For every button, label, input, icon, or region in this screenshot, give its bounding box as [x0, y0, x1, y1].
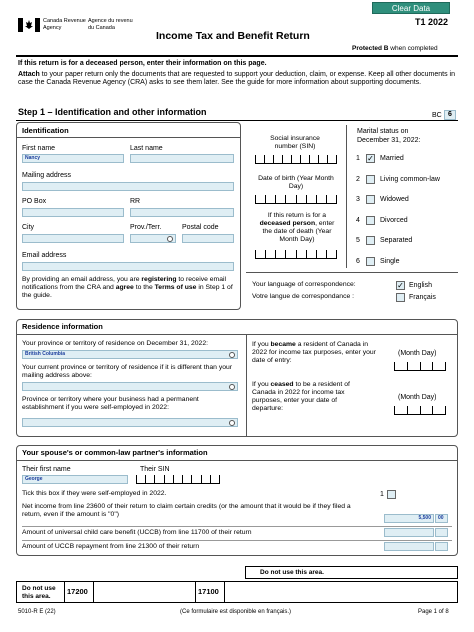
marital-option-number: 2 [356, 175, 360, 183]
dob-input[interactable] [255, 195, 337, 204]
french-availability-note: (Ce formulaire est disponible en français.) [180, 609, 292, 615]
spouse-heading: Your spouse's or common-law partner's information [22, 448, 208, 457]
marital-heading: Marital status on December 31, 2022: [357, 128, 421, 144]
residence-heading-rule [17, 334, 457, 335]
spouse-sin-input[interactable] [136, 475, 220, 484]
english-checkbox[interactable]: ✓ [397, 281, 404, 290]
business-province-label: Province or territory where your business had a permanent establishment if you were self-employed in 2022: [22, 396, 199, 411]
postal-code-input[interactable] [182, 234, 234, 243]
spouse-self-employed-label: Tick this box if they were self-employed in 2022. [22, 490, 167, 497]
marital-option-number: 5 [356, 237, 360, 244]
spouse-uccb-label: Amount of universal child care benefit (UCCB) from line 11700 of their return [22, 529, 252, 536]
sin-input[interactable] [255, 155, 337, 164]
canada-flag-icon [18, 18, 40, 32]
current-province-select[interactable] [22, 382, 238, 391]
marital-divider [346, 125, 347, 268]
code-17100: 17100 [198, 587, 219, 596]
dropdown-icon[interactable] [229, 352, 235, 358]
agency-name-fr: Agence du revenu du Canada [88, 18, 133, 31]
marital-option-label: Divorced [380, 216, 408, 224]
spouse-net-income-input[interactable]: 5,500 [384, 514, 434, 523]
protected-label: Protected B when completed [352, 45, 438, 52]
header-divider [16, 55, 458, 57]
po-box-input[interactable] [22, 208, 124, 217]
province-select[interactable] [130, 234, 176, 243]
first-name-input[interactable]: Nancy [22, 154, 124, 163]
spouse-uccb-cents[interactable] [435, 528, 448, 537]
do-not-use-label-1: Do not use [22, 585, 56, 592]
sin-label: Social insurance number (SIN) [270, 135, 320, 150]
first-name-label: First name [22, 145, 56, 152]
agency-name-en: Canada Revenue Agency [43, 18, 86, 31]
po-box-label: PO Box [22, 198, 47, 205]
marital-option-label: Living common-law [380, 175, 440, 183]
marital-option-number: 4 [356, 216, 360, 224]
page-number: Page 1 of 8 [418, 609, 449, 615]
marital-option-checkbox[interactable] [366, 257, 375, 266]
spouse-self-employed-checkbox[interactable] [387, 490, 396, 499]
city-input[interactable] [22, 234, 124, 243]
spouse-uccb-repay-label: Amount of UCCB repayment from line 21300 of their return [22, 543, 200, 550]
departure-month-day-label: (Month Day) [398, 394, 437, 401]
dob-label: Date of birth (Year Month Day) [258, 175, 334, 190]
spouse-uccb-rule [22, 526, 452, 527]
code-17200: 17200 [67, 587, 88, 596]
deceased-note: If this return is for a deceased person, enter their information on this page. [18, 60, 267, 67]
step1-title: Step 1 – Identification and other information [18, 107, 207, 117]
marital-option-label: Single [380, 257, 400, 265]
departure-date-label: If you ceased to be a resident of Canada in 2022 for income tax purposes, enter your date of departure: [252, 381, 350, 412]
bc-label: BC [432, 112, 442, 119]
spouse-first-name-label: Their first name [22, 466, 71, 473]
do-not-use-label-2: this area. [22, 593, 51, 600]
do-not-use-area-label: Do not use this area. [260, 569, 324, 576]
email-label: Email address [22, 252, 67, 259]
residence-divider [246, 335, 247, 436]
marital-option-checkbox[interactable] [366, 236, 375, 245]
departure-date-input[interactable] [394, 406, 446, 415]
language-prompt-fr: Votre langue de correspondance : [252, 293, 355, 300]
marital-option-checkbox[interactable] [366, 175, 375, 184]
dropdown-icon[interactable] [229, 420, 235, 426]
entry-date-input[interactable] [394, 362, 446, 371]
language-prompt-en: Your language of correspondence: [252, 281, 356, 288]
mailing-address-input[interactable] [22, 182, 234, 191]
spouse-net-income-label: Net income from line 23600 of their return to claim certain credits (or the amount that it would be if they filed a return, even if the amount is "0") [22, 503, 351, 518]
bc-code-field[interactable]: 6 [444, 110, 456, 120]
marital-option-checkbox[interactable]: ✓ [367, 154, 374, 163]
last-name-input[interactable] [130, 154, 234, 163]
spouse-first-name-input[interactable]: George [22, 475, 128, 484]
city-label: City [22, 224, 35, 231]
entry-date-label: If you became a resident of Canada in 2022 for income tax purposes, enter your date of entry: [252, 341, 376, 364]
business-province-select[interactable] [22, 418, 238, 427]
page-title: Income Tax and Benefit Return [156, 30, 310, 42]
language-divider [246, 272, 458, 273]
residence-heading: Residence information [22, 322, 103, 331]
entry-month-day-label: (Month Day) [398, 350, 437, 357]
rr-input[interactable] [130, 208, 234, 217]
spouse-self-employed-num: 1 [380, 491, 384, 498]
email-consent-text: By providing an email address, you are registering to receive email notifications from the CRA and agree to the Terms of use in Step 1 of the guide. [22, 276, 233, 299]
marital-option-label: Widowed [380, 196, 409, 203]
province-residence-label: Your province or territory of residence on December 31, 2022: [22, 340, 209, 347]
province-residence-select[interactable]: British Columbia [22, 350, 238, 359]
dropdown-icon[interactable] [229, 384, 235, 390]
french-checkbox[interactable] [396, 293, 405, 302]
spouse-uccb-repay-rule [22, 540, 452, 541]
marital-option-label: Married [380, 155, 404, 162]
french-label: Français [409, 294, 436, 301]
spouse-heading-rule [17, 460, 457, 461]
dropdown-icon[interactable] [167, 236, 173, 242]
spouse-net-income-cents[interactable]: 00 [435, 514, 448, 523]
spouse-uccb-repay-input[interactable] [384, 542, 434, 551]
identification-heading-rule [17, 137, 240, 138]
form-id: 5010-R E (22) [18, 609, 56, 615]
marital-option-number: 3 [356, 196, 360, 203]
spouse-uccb-input[interactable] [384, 528, 434, 537]
english-label: English [409, 282, 432, 289]
identification-heading: Identification [22, 126, 69, 135]
spouse-sin-label: Their SIN [140, 466, 170, 473]
email-input[interactable] [22, 262, 234, 271]
marital-option-checkbox[interactable] [366, 216, 375, 225]
marital-option-checkbox[interactable] [366, 195, 375, 204]
date-of-death-input[interactable] [255, 250, 337, 259]
prov-label: Prov./Terr. [130, 224, 162, 231]
marital-option-number: 1 [356, 155, 360, 162]
clear-data-button[interactable]: Clear Data [372, 2, 450, 14]
spouse-uccb-repay-cents[interactable] [435, 542, 448, 551]
form-code: T1 2022 [415, 17, 449, 27]
mailing-address-label: Mailing address [22, 172, 72, 179]
last-name-label: Last name [130, 145, 163, 152]
current-province-label: Your current province or territory of residence if it is different than your mailing address above: [22, 364, 233, 379]
date-of-death-label: If this return is for a deceased person, enter the date of death (Year Month Day) [259, 212, 335, 243]
attach-note: Attach to your paper return only the documents that are requested to support your deduction, claim, or expense. Keep all other documents in case the Canada Revenue Agency (CRA) asks to see them later. See the guide for more information about supporting documents. [18, 71, 455, 87]
step1-divider [16, 120, 458, 121]
postal-code-label: Postal code [182, 224, 219, 231]
rr-label: RR [130, 198, 141, 205]
marital-option-label: Separated [380, 237, 413, 244]
marital-option-number: 6 [356, 257, 360, 265]
